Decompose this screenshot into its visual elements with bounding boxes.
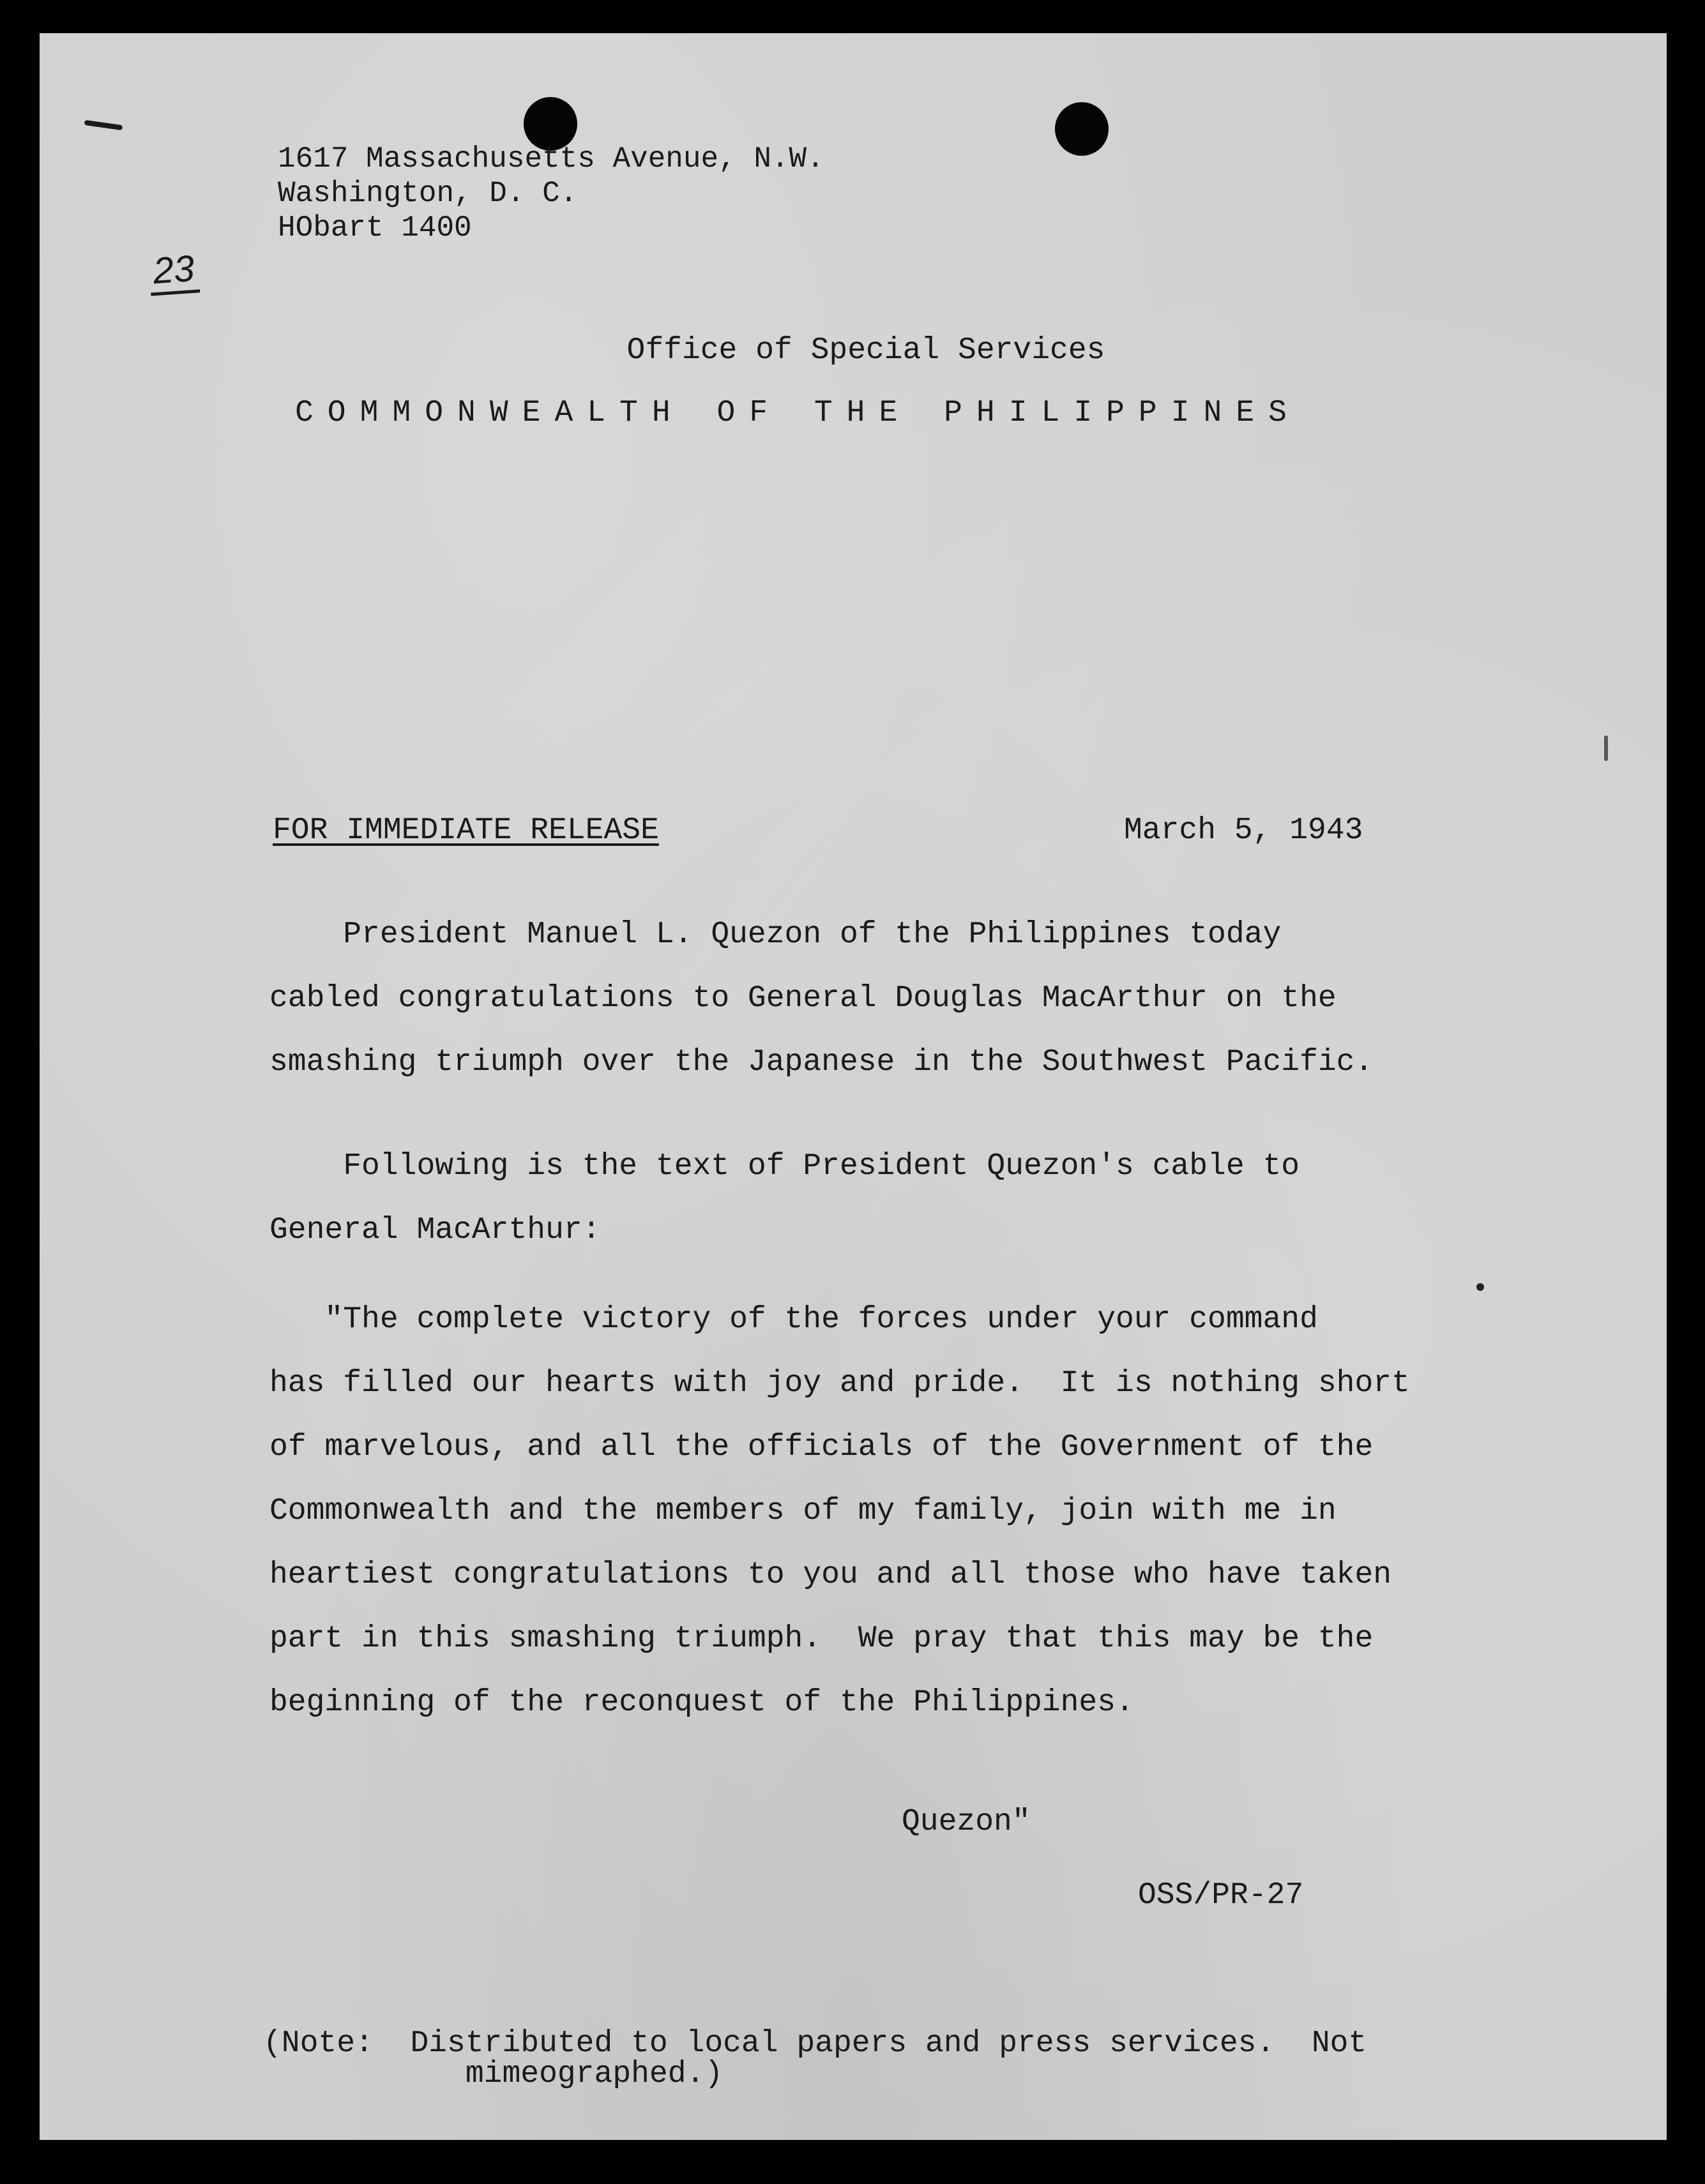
organization-heading: COMMONWEALTH OF THE PHILIPPINES <box>295 396 1301 430</box>
body-line: Following is the text of President Quezon's cable to <box>269 1149 1300 1184</box>
office-name: Office of Special Services <box>626 333 1105 368</box>
address-line: Washington, D. C. <box>278 177 578 210</box>
address-line: 1617 Massachusetts Avenue, N.W. <box>278 142 824 176</box>
body-line: "The complete victory of the forces under your command <box>269 1302 1318 1337</box>
reference-code: OSS/PR-27 <box>1138 1878 1304 1913</box>
lead-in-paragraph <box>269 1134 1300 1262</box>
release-label: FOR IMMEDIATE RELEASE <box>273 813 659 848</box>
body-line: President Manuel L. Quezon of the Philippines today <box>269 917 1282 952</box>
body-line: part in this smashing triumph. We pray that this may be the <box>269 1622 1374 1656</box>
body-line: cabled congratulations to General Douglas MacArthur on the <box>269 981 1337 1016</box>
body-line: smashing triumph over the Japanese in the Southwest Pacific. <box>269 1045 1374 1080</box>
handwritten-file-number: 23 <box>148 248 200 296</box>
cable-text <box>269 1288 1410 1735</box>
punch-hole-right <box>1055 102 1109 156</box>
body-line: General MacArthur: <box>269 1213 601 1247</box>
signature: Quezon" <box>902 1805 1031 1839</box>
body-line: of marvelous, and all the officials of the Government of the <box>269 1430 1374 1465</box>
body-line: beginning of the reconquest of the Philippines. <box>269 1685 1134 1720</box>
document-page <box>40 33 1667 2140</box>
ink-speck <box>1604 735 1608 761</box>
return-address <box>278 142 824 245</box>
body-line: Commonwealth and the members of my family, join with me in <box>269 1494 1337 1528</box>
body-line: has filled our hearts with joy and pride. It is nothing short <box>269 1366 1410 1401</box>
note-line: mimeographed.) <box>263 2057 724 2091</box>
ink-speck <box>1476 1283 1484 1291</box>
intro-paragraph <box>269 903 1373 1094</box>
distribution-note <box>263 2028 1367 2090</box>
body-line: heartiest congratulations to you and all those who have taken <box>269 1558 1392 1592</box>
address-line: HObart 1400 <box>278 211 472 245</box>
pencil-mark <box>84 120 123 130</box>
note-line: (Note: Distributed to local papers and press services. Not <box>263 2026 1367 2061</box>
release-date: March 5, 1943 <box>1124 813 1363 848</box>
